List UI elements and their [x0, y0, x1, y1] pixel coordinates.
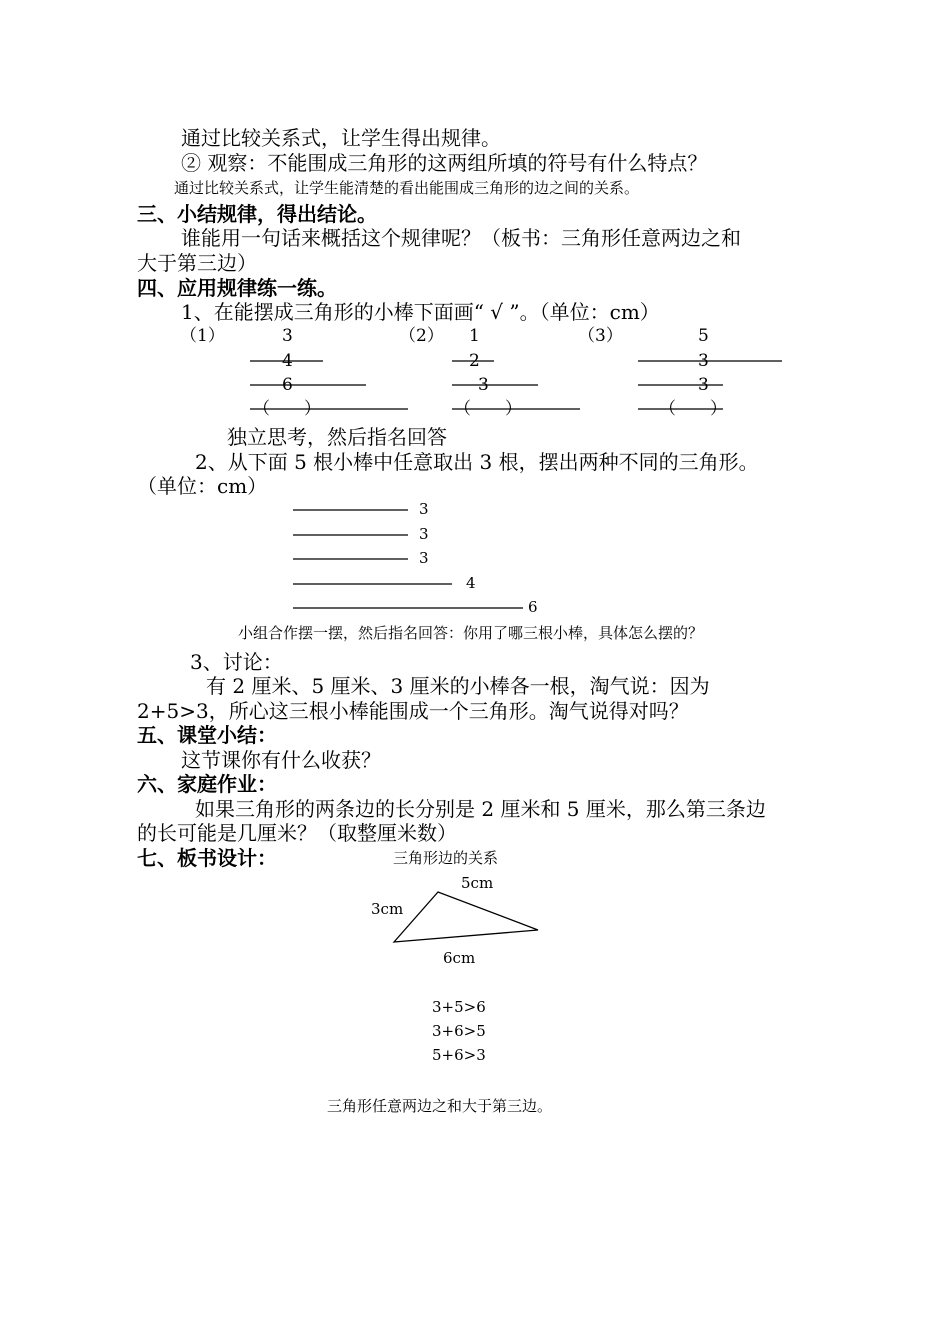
question-3: 3、讨论：: [190, 650, 283, 674]
section-heading: 四、应用规律练一练。: [137, 276, 337, 300]
answer-blank[interactable]: （ ）: [454, 399, 522, 419]
side-label: 6cm: [443, 949, 476, 967]
question-2: 2、从下面 5 根小棒中任意取出 3 根，摆出两种不同的三角形。: [195, 450, 759, 474]
side-label: 5cm: [461, 874, 494, 892]
section-heading: 三、小结规律，得出结论。: [137, 202, 377, 226]
board-title: 三角形边的关系: [393, 849, 499, 867]
relation: 3+6>5: [432, 1022, 486, 1040]
text-line: 独立思考，然后指名回答: [227, 425, 447, 449]
stick-length: 6: [528, 598, 538, 616]
stick-length: 3: [419, 525, 429, 543]
section-heading: 五、课堂小结：: [137, 723, 277, 747]
side-label: 3cm: [371, 900, 404, 918]
text-line: 2+5>3，所心这三根小棒能围成一个三角形。淘气说得对吗？: [137, 699, 689, 723]
stick-length: 3: [282, 326, 293, 346]
section-heading: 七、板书设计：: [137, 846, 277, 870]
conclusion: 三角形任意两边之和大于第三边。: [327, 1097, 553, 1115]
stick-length: 2: [469, 351, 480, 371]
stick-length: 3: [698, 375, 709, 395]
stick-length: 5: [698, 326, 709, 346]
text-line: 大于第三边）: [137, 251, 257, 275]
relation: 3+5>6: [432, 998, 486, 1016]
stick-length: 3: [478, 375, 489, 395]
question-1: 1、在能摆成三角形的小棒下面画“ √ ”。（单位：cm）: [181, 300, 660, 324]
text-line: （单位：cm）: [137, 474, 268, 498]
answer-blank[interactable]: （ ）: [253, 399, 321, 419]
stick-length: 3: [419, 549, 429, 567]
group-label: （1）: [180, 326, 225, 346]
stick-length: 3: [698, 351, 709, 371]
group-label: （3）: [578, 326, 623, 346]
text-line: 通过比较关系式，让学生得出规律。: [181, 126, 501, 150]
text-line: 如果三角形的两条边的长分别是 2 厘米和 5 厘米，那么第三条边: [195, 797, 766, 821]
text-line: 通过比较关系式，让学生能清楚的看出能围成三角形的边之间的关系。: [174, 179, 640, 197]
stick-length: 6: [282, 375, 293, 395]
text-line: ② 观察：不能围成三角形的这两组所填的符号有什么特点？: [181, 151, 708, 175]
text-line: 这节课你有什么收获？: [181, 748, 381, 772]
stick-length: 4: [282, 351, 293, 371]
section-heading: 六、家庭作业：: [137, 772, 277, 796]
answer-blank[interactable]: （ ）: [659, 399, 727, 419]
group-label: （2）: [399, 326, 444, 346]
text-line: 有 2 厘米、5 厘米、3 厘米的小棒各一根，淘气说：因为: [206, 674, 710, 698]
stick-length: 4: [466, 574, 476, 592]
text-line: 小组合作摆一摆，然后指名回答：你用了哪三根小棒，具体怎么摆的？: [238, 624, 704, 642]
text-line: 的长可能是几厘米？（取整厘米数）: [137, 821, 457, 845]
stick-length: 3: [419, 500, 429, 518]
stick-length: 1: [469, 326, 480, 346]
text-line: 谁能用一句话来概括这个规律呢？（板书：三角形任意两边之和: [181, 226, 741, 250]
relation: 5+6>3: [432, 1046, 486, 1064]
triangle-shape: [394, 892, 538, 942]
